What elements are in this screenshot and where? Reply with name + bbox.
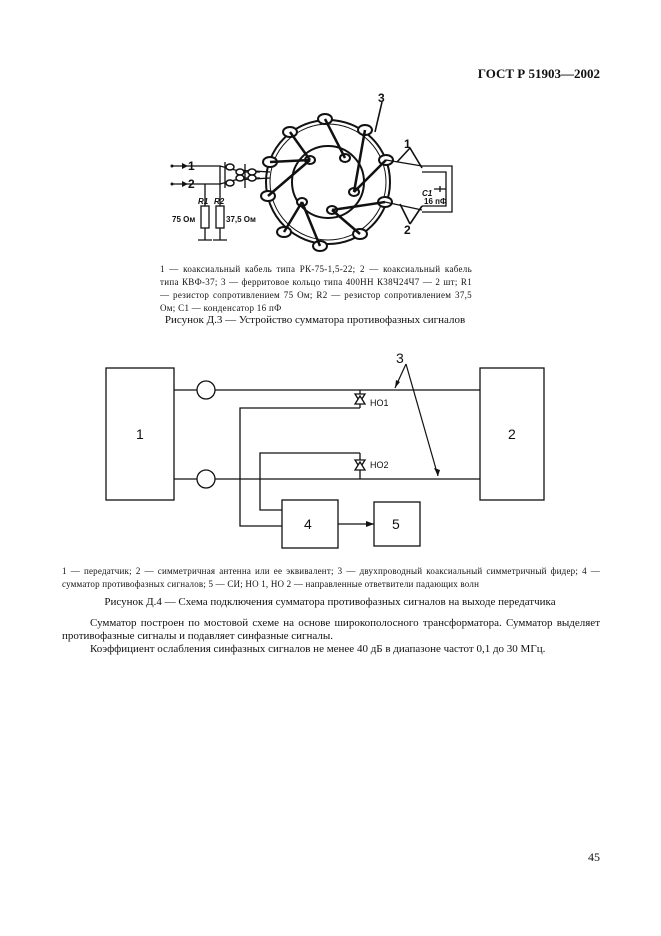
- label-r1: R1: [198, 197, 209, 206]
- label-2: 2: [404, 223, 411, 237]
- label-3: 3: [378, 92, 385, 105]
- document-header: ГОСТ Р 51903—2002: [477, 66, 600, 81]
- winding-loops: [261, 114, 393, 251]
- winding-wires: [268, 119, 386, 246]
- resistor-r2: [216, 206, 224, 228]
- c1-value: 16 пФ: [424, 197, 447, 206]
- figure-d4-diagram: [100, 350, 550, 555]
- figure-d3-caption: Рисунок Д.3 — Устройство сумматора противофазных сигналов: [164, 314, 466, 326]
- r1-value: 75 Ом: [172, 215, 196, 224]
- resistors: [198, 200, 227, 240]
- ho1-label: НО1: [370, 398, 389, 408]
- coupler-symbols: [197, 381, 365, 488]
- figure-d4-legend: 1 — передатчик; 2 — симметричная антенна или ее эквивалент; 3 — двухпроводный коаксиальный симметричный фидер; 4 — сумматор противофазных сигналов; 5 — СИ; НО 1, НО 2 — направленные ответвители падающих волн: [62, 566, 600, 589]
- input-label-1: 1: [188, 159, 195, 173]
- callout-3-lower: [406, 364, 438, 476]
- label-1: 1: [404, 137, 411, 151]
- figure-d3-legend: 1 — коаксиальный кабель типа РК-75-1,5-22; 2 — коаксиальный кабель типа КВФ-37; 3 — ферритовое кольцо типа 400НН К38Ч24Ч7 — 2 шт; R1 — резистор сопротивлением 75 Ом; R2 — резистор сопротивлением 37,5 Ом; C1 — конденсатор 16 пФ: [160, 264, 472, 313]
- input-label-2: 2: [188, 177, 195, 191]
- block-4-label: 4: [304, 516, 312, 532]
- block-2-label: 2: [508, 426, 516, 442]
- ho2-label: НО2: [370, 460, 389, 470]
- figure-d3-diagram: [160, 92, 470, 262]
- figure-d4-caption: Рисунок Д.4 — Схема подключения сумматора противофазных сигналов на выходе передатчика: [104, 596, 556, 608]
- page-number: 45: [588, 850, 600, 864]
- r2-value: 37,5 Ом: [226, 215, 256, 224]
- label-c1: C1: [422, 189, 433, 198]
- input-cables: [172, 162, 270, 200]
- resistor-r1: [201, 206, 209, 228]
- feeder-label-3: 3: [396, 350, 404, 366]
- label-r2: R2: [214, 197, 225, 206]
- body-paragraph-2: Коэффициент ослабления синфазных сигналов не менее 40 дБ в диапазоне частот 0,1 до 30 МГц.: [90, 643, 546, 655]
- body-paragraph-1: Сумматор построен по мостовой схеме на основе широкополосного трансформатора. Сумматор выделяет противофазные сигналы и подавляет синфазные сигналы.: [62, 617, 600, 642]
- block-5-label: 5: [392, 516, 400, 532]
- block-1-label: 1: [136, 426, 144, 442]
